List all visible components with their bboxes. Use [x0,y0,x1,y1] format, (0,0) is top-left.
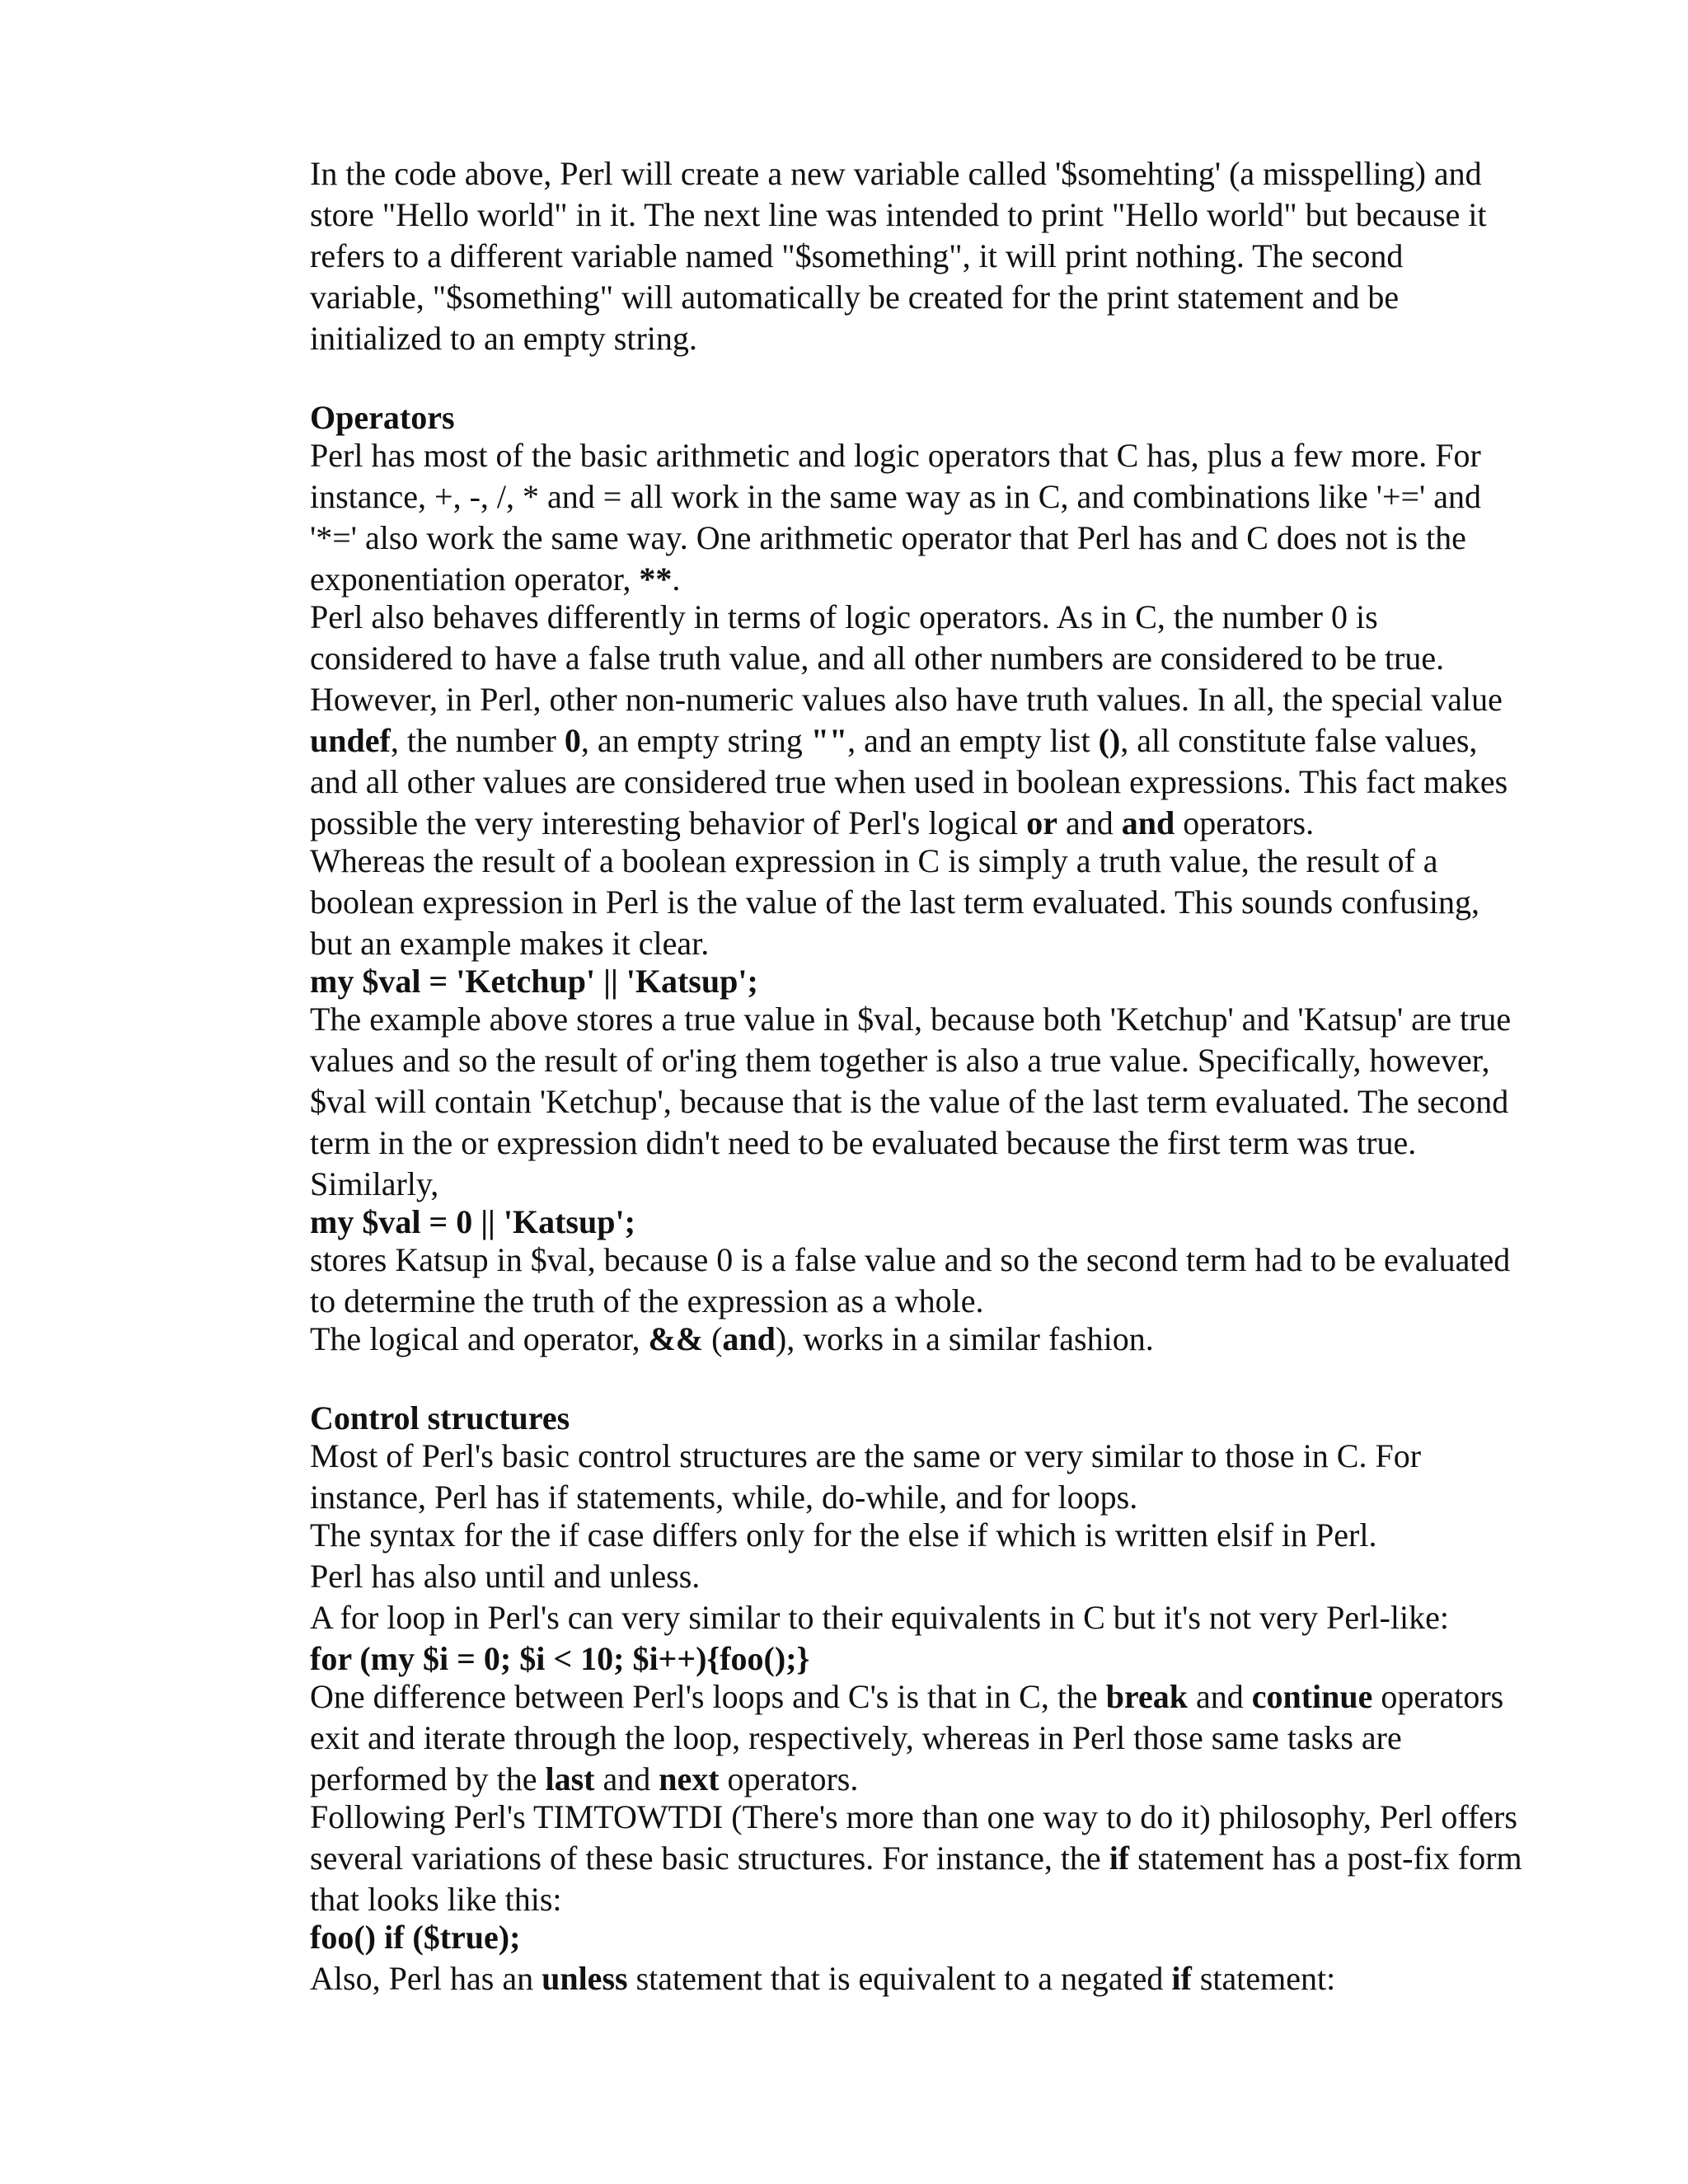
text-line: values and so the result of or'ing them together is also a true value. Specifically, however, [310,1042,1490,1079]
text-line: Perl also behaves differently in terms of logic operators. As in C, the number 0 is [310,598,1378,635]
control-paragraph-6 [310,1798,1522,1919]
text-line: store "Hello world" in it. The next line was intended to print "Hello world" but because it [310,196,1487,233]
text-line [310,804,1522,842]
bold-term: if [1109,1840,1130,1877]
bold-term: ** [639,560,673,598]
document-body [310,155,1522,1998]
control-paragraph-5 [310,1678,1522,1798]
text-line [310,1960,1522,1998]
text-line [310,560,1522,598]
section-spacer [310,358,1522,399]
text-line: instance, +, -, /, * and = all work in the same way as in C, and combinations like '+=' and [310,478,1482,515]
bold-term: unless [542,1960,628,1997]
section-spacer [310,1358,1522,1399]
text-line: exit and iterate through the loop, respectively, whereas in Perl those same tasks are [310,1719,1402,1756]
text-span: operators. [719,1760,859,1797]
text-line: stores Katsup in $val, because 0 is a false value and so the second term had to be evaluated [310,1241,1511,1278]
text-span: , and an empty list [847,722,1099,759]
operators-paragraph-4 [310,1001,1522,1203]
bold-term: 0 [564,722,581,759]
text-span: , the number [390,722,565,759]
text-line: initialized to an empty string. [310,320,697,357]
text-span: One difference between Perl's loops and C's is that in C, the [310,1678,1106,1715]
operators-paragraph-5 [310,1241,1522,1320]
bold-term: break [1105,1678,1188,1715]
text-span: statement that is equivalent to a negated [627,1960,1172,1997]
text-line [310,1678,1522,1716]
operators-paragraph-3 [310,842,1522,963]
text-line: instance, Perl has if statements, while, do-while, and for loops. [310,1479,1138,1516]
text-span: ), works in a similar fashion. [775,1320,1154,1357]
text-line [310,1320,1522,1358]
bold-term: if [1171,1960,1192,1997]
text-line: to determine the truth of the expression as a whole. [310,1282,984,1319]
text-line: However, in Perl, other non-numeric values also have truth values. In all, the special value [310,681,1503,718]
text-line: Perl has also until and unless. [310,1558,701,1595]
text-span: and [594,1760,659,1797]
control-paragraph-1 [310,1437,1522,1516]
bold-term: () [1098,722,1121,759]
text-line: In the code above, Perl will create a new variable called '$somehting' (a misspelling) and [310,155,1482,192]
text-line: '*=' also work the same way. One arithmetic operator that Perl has and C does not is the [310,519,1466,556]
text-line [310,722,1522,760]
control-structures-section [310,1399,1522,1998]
text-line: and all other values are considered true when used in boolean expressions. This fact makes [310,763,1508,800]
text-line: Perl has most of the basic arithmetic and logic operators that C has, plus a few more. For [310,437,1481,474]
code-example: my $val = 'Ketchup' || 'Katsup'; [310,963,758,1000]
text-line: Most of Perl's basic control structures are the same or very similar to those in C. For [310,1437,1422,1474]
code-example: foo() if ($true); [310,1919,521,1956]
text-span: several variations of these basic structures. For instance, the [310,1840,1109,1877]
bold-term: && [648,1320,704,1357]
bold-term: and [722,1320,776,1357]
text-span: exponentiation operator, [310,560,640,598]
text-line: but an example makes it clear. [310,925,710,962]
text-span: operators. [1175,804,1315,841]
text-line [310,1760,1522,1798]
bold-term: or [1026,804,1057,841]
bold-term: undef [310,722,391,759]
text-line: The syntax for the if case differs only for the else if which is written elsif in Perl. [310,1516,1377,1554]
operators-section [310,399,1522,1358]
operators-paragraph-2 [310,598,1522,842]
section-heading-operators: Operators [310,399,455,436]
text-line: A for loop in Perl's can very similar to their equivalents in C but it's not very Perl-like: [310,1599,1449,1636]
text-line: variable, "$something" will automatically be created for the print statement and be [310,279,1400,316]
text-line: Similarly, [310,1165,439,1202]
text-line: The example above stores a true value in $val, because both 'Ketchup' and 'Katsup' are true [310,1001,1512,1038]
intro-paragraph [310,155,1522,358]
section-heading-control-structures: Control structures [310,1399,570,1436]
text-line: that looks like this: [310,1881,562,1918]
text-span: ( [703,1320,723,1357]
text-span: operators [1372,1678,1504,1715]
bold-term: last [545,1760,595,1797]
text-line: refers to a different variable named "$something", it will print nothing. The second [310,237,1404,274]
bold-term: next [659,1760,720,1797]
text-line: $val will contain 'Ketchup', because that is the value of the last term evaluated. The second [310,1083,1509,1120]
text-span: , all constitute false values, [1120,722,1478,759]
bold-term: and [1121,804,1175,841]
text-line: boolean expression in Perl is the value of the last term evaluated. This sounds confusing, [310,883,1479,921]
text-span: , an empty string [580,722,811,759]
code-example: for (my $i = 0; $i < 10; $i++){foo();} [310,1640,810,1677]
text-span: performed by the [310,1760,546,1797]
text-span: and [1187,1678,1252,1715]
bold-term: "" [810,722,848,759]
text-line: term in the or expression didn't need to be evaluated because the first term was true. [310,1124,1417,1161]
code-example: my $val = 0 || 'Katsup'; [310,1203,635,1240]
operators-paragraph-1 [310,437,1522,598]
text-line [310,1840,1522,1877]
text-span: possible the very interesting behavior of Perl's logical [310,804,1027,841]
text-span: statement: [1191,1960,1336,1997]
text-span: and [1057,804,1122,841]
text-line: Whereas the result of a boolean expression in C is simply a truth value, the result of a [310,842,1438,879]
text-line: considered to have a false truth value, and all other numbers are considered to be true. [310,640,1445,677]
text-span: The logical and operator, [310,1320,649,1357]
bold-term: continue [1251,1678,1373,1715]
text-span: statement has a post-fix form [1129,1840,1522,1877]
text-span: . [672,560,681,598]
text-line: Following Perl's TIMTOWTDI (There's more than one way to do it) philosophy, Perl offers [310,1798,1517,1835]
text-span: Also, Perl has an [310,1960,542,1997]
